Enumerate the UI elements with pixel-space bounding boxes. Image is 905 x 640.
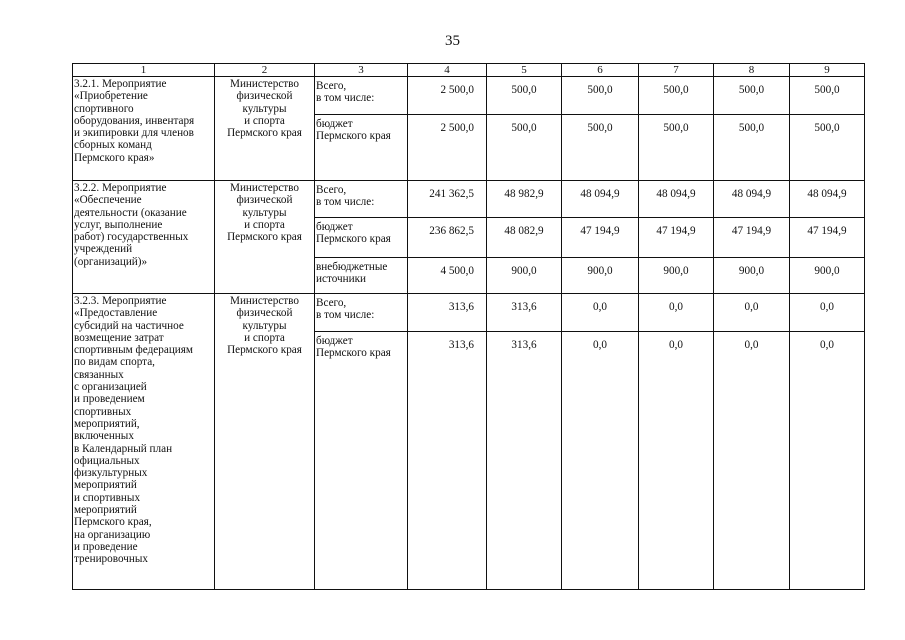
- amount-cell: 48 982,9: [487, 181, 562, 218]
- funding-source-cell: [315, 115, 408, 181]
- executor-line: физической: [236, 194, 293, 207]
- amount-cell: 48 082,9: [487, 218, 562, 258]
- executor-line: физической: [236, 307, 293, 320]
- funding-source-line: источники: [316, 273, 367, 286]
- activity-name-line: с организацией: [74, 381, 147, 394]
- column-number-1: 1: [73, 64, 215, 77]
- amount-cell: 900,0: [562, 258, 639, 294]
- funding-source-line: в том числе:: [316, 196, 375, 209]
- executor-line: культуры: [242, 102, 287, 115]
- amount-cell: 313,6: [408, 294, 487, 332]
- activity-name-line: спортивным федерациям: [74, 344, 194, 357]
- activity-name-line: «Предоставление: [74, 307, 158, 320]
- amount-cell: 500,0: [714, 77, 790, 115]
- amount-cell: 900,0: [487, 258, 562, 294]
- funding-source-cell: [315, 332, 408, 590]
- column-number-8: 8: [714, 64, 790, 77]
- activity-name-line: мероприятий,: [74, 417, 140, 430]
- funding-source-line: бюджет: [316, 221, 353, 233]
- activity-name-line: «Обеспечение: [74, 194, 142, 207]
- activity-name-line: 3.2.2. Мероприятие: [74, 182, 167, 194]
- funding-source-line: Всего,: [316, 184, 347, 196]
- executor-cell: [215, 181, 315, 294]
- amount-cell: 4 500,0: [408, 258, 487, 294]
- amount-cell: 500,0: [714, 115, 790, 181]
- executor-line: Пермского края: [227, 127, 302, 140]
- activity-name-line: (организаций)»: [74, 255, 148, 268]
- activity-name-line: и проведение: [74, 540, 138, 553]
- table-row: [73, 181, 865, 218]
- funding-source-cell: [315, 218, 408, 258]
- amount-cell: 47 194,9: [562, 218, 639, 258]
- activity-name-line: связанных: [74, 368, 124, 381]
- column-number-header-row: [73, 64, 865, 77]
- activity-name-line: в Календарный план: [74, 442, 173, 455]
- amount-cell: 0,0: [714, 332, 790, 590]
- activity-name-line: мероприятий: [74, 479, 137, 492]
- amount-cell: 500,0: [487, 77, 562, 115]
- activity-name-cell: [73, 181, 215, 294]
- activity-name-line: услуг, выполнение: [74, 218, 163, 231]
- activity-name-line: «Приобретение: [74, 90, 148, 103]
- amount-cell: 900,0: [790, 258, 865, 294]
- amount-cell: 48 094,9: [562, 181, 639, 218]
- funding-source-cell: [315, 181, 408, 218]
- amount-cell: 48 094,9: [639, 181, 714, 218]
- activity-name-line: Пермского края,: [74, 516, 152, 529]
- funding-source-line: Пермского края: [316, 233, 391, 246]
- executor-cell: [215, 77, 315, 181]
- amount-cell: 500,0: [790, 77, 865, 115]
- executor-line: физической: [236, 90, 293, 103]
- funding-source-cell: [315, 258, 408, 294]
- funding-source-cell: [315, 294, 408, 332]
- activity-name-line: по видам спорта,: [74, 356, 155, 369]
- column-number-4: 4: [408, 64, 487, 77]
- amount-cell: 500,0: [639, 77, 714, 115]
- funding-source-line: в том числе:: [316, 309, 375, 322]
- amount-cell: 47 194,9: [714, 218, 790, 258]
- executor-line: Министерство: [230, 295, 299, 307]
- amount-cell: 48 094,9: [790, 181, 865, 218]
- activity-name-line: Пермского края»: [74, 151, 155, 164]
- amount-cell: 0,0: [562, 332, 639, 590]
- activity-name-line: включенных: [74, 430, 134, 443]
- amount-cell: 2 500,0: [408, 115, 487, 181]
- activity-name-line: официальных: [74, 454, 140, 467]
- table-row: [73, 77, 865, 115]
- amount-cell: 0,0: [790, 294, 865, 332]
- amount-cell: 500,0: [790, 115, 865, 181]
- amount-cell: 236 862,5: [408, 218, 487, 258]
- activity-name-cell: [73, 294, 215, 590]
- funding-source-line: внебюджетные: [316, 261, 388, 273]
- executor-line: и спорта: [244, 331, 285, 344]
- amount-cell: 900,0: [714, 258, 790, 294]
- amount-cell: 47 194,9: [790, 218, 865, 258]
- activity-name-line: оборудования, инвентаря: [74, 114, 195, 127]
- table-row: [73, 294, 865, 332]
- funding-source-line: Всего,: [316, 80, 347, 92]
- funding-source-line: в том числе:: [316, 92, 375, 105]
- activity-name-line: на организацию: [74, 528, 151, 541]
- funding-source-line: бюджет: [316, 118, 353, 130]
- activity-name-line: и проведением: [74, 393, 145, 406]
- activity-name-cell: [73, 77, 215, 181]
- amount-cell: 313,6: [487, 332, 562, 590]
- financing-table: [72, 63, 865, 590]
- executor-line: и спорта: [244, 218, 285, 231]
- executor-line: Пермского края: [227, 344, 302, 357]
- activity-name-line: 3.2.3. Мероприятие: [74, 295, 167, 307]
- amount-cell: 0,0: [639, 294, 714, 332]
- amount-cell: 0,0: [790, 332, 865, 590]
- activity-name-line: деятельности (оказание: [74, 206, 187, 219]
- amount-cell: 48 094,9: [714, 181, 790, 218]
- amount-cell: 241 362,5: [408, 181, 487, 218]
- activity-name-line: учреждений: [74, 243, 133, 256]
- activity-name-line: спортивного: [74, 102, 134, 115]
- activity-name-line: физкультурных: [74, 467, 148, 480]
- amount-cell: 500,0: [562, 115, 639, 181]
- executor-line: Министерство: [230, 78, 299, 90]
- activity-name-line: тренировочных: [74, 553, 148, 566]
- column-number-7: 7: [639, 64, 714, 77]
- executor-line: Министерство: [230, 182, 299, 194]
- amount-cell: 313,6: [408, 332, 487, 590]
- amount-cell: 2 500,0: [408, 77, 487, 115]
- activity-name-line: сборных команд: [74, 139, 152, 152]
- funding-source-line: бюджет: [316, 335, 353, 347]
- executor-line: культуры: [242, 206, 287, 219]
- funding-source-line: Пермского края: [316, 130, 391, 143]
- amount-cell: 0,0: [562, 294, 639, 332]
- amount-cell: 0,0: [714, 294, 790, 332]
- activity-name-line: спортивных: [74, 405, 132, 418]
- activity-name-line: мероприятий: [74, 504, 137, 517]
- activity-name-line: возмещение затрат: [74, 331, 164, 344]
- executor-line: и спорта: [244, 114, 285, 127]
- amount-cell: 500,0: [562, 77, 639, 115]
- column-number-9: 9: [790, 64, 865, 77]
- amount-cell: 500,0: [639, 115, 714, 181]
- column-number-5: 5: [487, 64, 562, 77]
- amount-cell: 500,0: [487, 115, 562, 181]
- column-number-3: 3: [315, 64, 408, 77]
- amount-cell: 47 194,9: [639, 218, 714, 258]
- executor-cell: [215, 294, 315, 590]
- activity-name-line: работ) государственных: [74, 231, 189, 244]
- activity-name-line: и спортивных: [74, 491, 141, 504]
- executor-line: культуры: [242, 319, 287, 332]
- funding-source-line: Пермского края: [316, 347, 391, 360]
- amount-cell: 900,0: [639, 258, 714, 294]
- amount-cell: 0,0: [639, 332, 714, 590]
- funding-source-cell: [315, 77, 408, 115]
- executor-line: Пермского края: [227, 231, 302, 244]
- activity-name-line: и экипировки для членов: [74, 127, 194, 140]
- column-number-2: 2: [215, 64, 315, 77]
- amount-cell: 313,6: [487, 294, 562, 332]
- activity-name-line: субсидий на частичное: [74, 319, 184, 332]
- column-number-6: 6: [562, 64, 639, 77]
- page-number: 35: [445, 33, 460, 49]
- funding-source-line: Всего,: [316, 297, 347, 309]
- activity-name-line: 3.2.1. Мероприятие: [74, 78, 167, 90]
